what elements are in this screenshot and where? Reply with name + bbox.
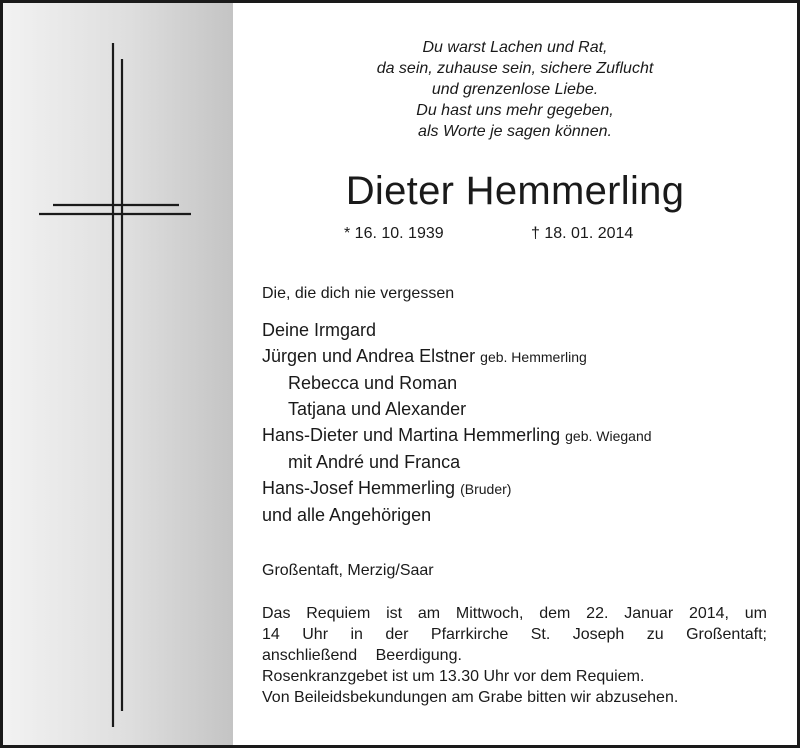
service-details	[262, 603, 767, 708]
mourner-name: und alle Angehörigen	[262, 505, 432, 525]
mourner-name: Tatjana und Alexander	[288, 399, 467, 419]
mourners-list	[262, 317, 652, 528]
poem-line: als Worte je sagen können.	[418, 123, 612, 140]
mourner-name: Deine Irmgard	[262, 320, 377, 340]
mourner-row	[262, 422, 652, 449]
mourner-row	[262, 343, 652, 370]
mourner-name: Rebecca und Roman	[288, 373, 458, 393]
poem-line: Du warst Lachen und Rat,	[422, 39, 608, 56]
details-line: Das Requiem ist am Mittwoch, dem 22. Januar 2014, um	[262, 605, 767, 622]
mourner-note: geb. Hemmerling	[480, 349, 587, 365]
mourner-name: Hans-Dieter und Martina Hemmerling	[262, 425, 561, 445]
cross-icon	[3, 3, 233, 745]
poem-line: Du hast uns mehr gegeben,	[416, 102, 614, 119]
deceased-name: Dieter Hemmerling	[345, 169, 685, 213]
details-line: Von Beileidsbekundungen am Grabe bitten wir abzusehen.	[262, 689, 679, 706]
birth-date: * 16. 10. 1939	[344, 225, 444, 242]
poem-line: da sein, zuhause sein, sichere Zuflucht	[376, 60, 654, 77]
mourner-name: Jürgen und Andrea Elstner	[262, 346, 476, 366]
mourner-row	[262, 370, 652, 396]
poem	[233, 37, 797, 142]
mourner-row	[262, 475, 652, 502]
mourner-row	[262, 502, 652, 528]
mourner-row	[262, 396, 652, 422]
mourners-intro: Die, die dich nie vergessen	[262, 285, 455, 302]
mourner-row	[262, 449, 652, 475]
mourner-note: (Bruder)	[460, 481, 512, 497]
details-line: 14 Uhr in der Pfarrkirche St. Joseph zu Großentaft;	[262, 626, 767, 643]
place-line: Großentaft, Merzig/Saar	[262, 562, 434, 579]
mourner-row	[262, 317, 652, 343]
details-line: anschließend Beerdigung.	[262, 647, 462, 664]
side-panel	[3, 3, 233, 745]
death-date: † 18. 01. 2014	[531, 225, 634, 242]
details-line: Rosenkranzgebet ist um 13.30 Uhr vor dem Requiem.	[262, 668, 645, 685]
poem-line: und grenzenlose Liebe.	[431, 81, 599, 98]
mourner-note: geb. Wiegand	[565, 428, 652, 444]
mourner-name: mit André und Franca	[288, 452, 461, 472]
mourner-name: Hans-Josef Hemmerling	[262, 478, 456, 498]
